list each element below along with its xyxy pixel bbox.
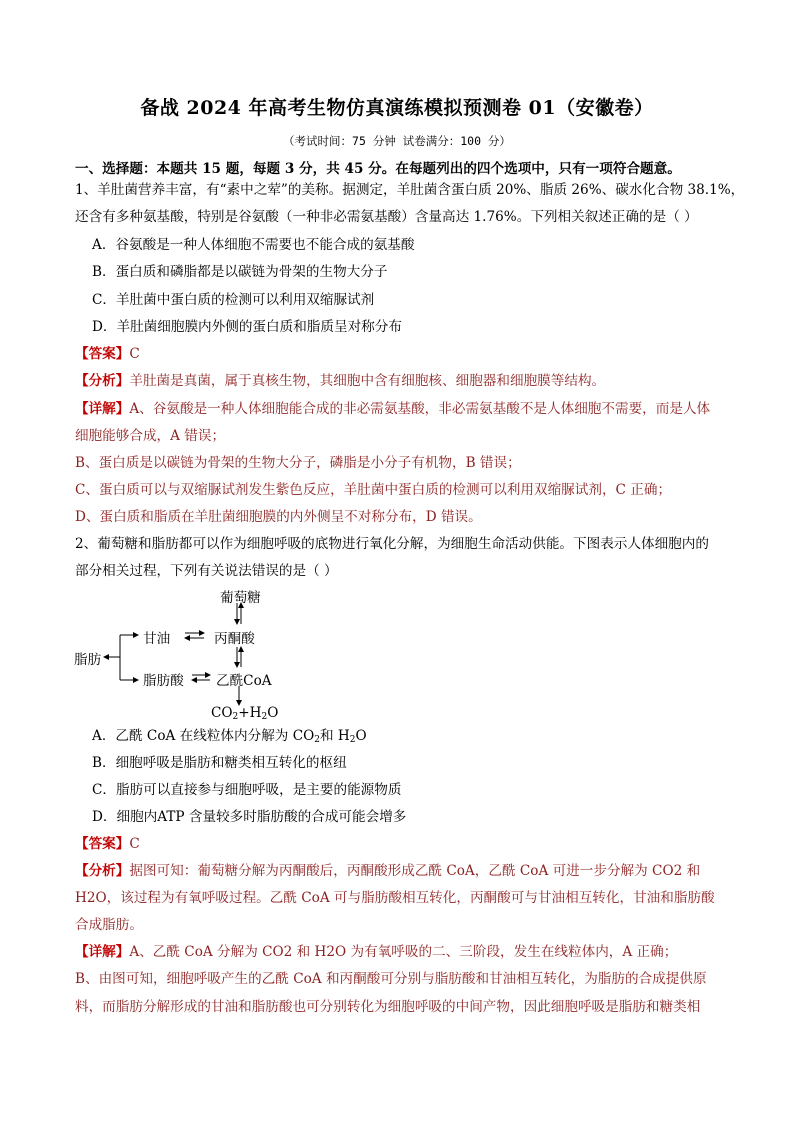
q1-option-b: B．蛋白质和磷脂都是以碳链为骨架的生物大分子 xyxy=(92,264,388,280)
section-intro: 一、选择题：本题共 15 题，每题 3 分，共 45 分。在每题列出的四个选项中，只有一项符合题意。 xyxy=(75,161,681,177)
answer-value: C xyxy=(129,836,140,852)
q2-analysis-line3: 合成脂肪。 xyxy=(75,917,143,933)
q2-detail-a xyxy=(75,943,677,961)
answer-tag: 【答案】 xyxy=(75,836,130,852)
metabolism-diagram xyxy=(70,583,300,723)
q1-detail-b: B、蛋白质是以碳链为骨架的生物大分子，磷脂是小分子有机物，B 错误； xyxy=(75,455,521,471)
q2-stem-line1: 2、葡萄糖和脂肪都可以作为细胞呼吸的底物进行氧化分解，为细胞生命活动供能。下图表示人体细胞内的 xyxy=(75,536,709,552)
q1-detail-line2: 细胞能够合成，A 错误； xyxy=(75,428,226,444)
q2-analysis-line2: H2O，该过程为有氧呼吸过程。乙酰 CoA 可与脂肪酸相互转化，丙酮酸可与甘油相互转化，甘油和脂肪酸 xyxy=(75,890,715,906)
q1-option-d: D．羊肚菌细胞膜内外侧的蛋白质和脂质呈对称分布 xyxy=(92,319,402,335)
q1-analysis xyxy=(75,372,605,390)
analysis-tag: 【分析】 xyxy=(75,373,130,389)
q2-answer xyxy=(75,835,140,853)
q2-option-c: C．脂肪可以直接参与细胞呼吸，是主要的能源物质 xyxy=(92,782,402,798)
detail-text: A、谷氨酸是一种人体细胞能合成的非必需氨基酸，非必需氨基酸不是人体细胞不需要，而是人体 xyxy=(129,401,711,417)
detail-text: A、乙酰 CoA 分解为 CO2 和 H2O 为有氧呼吸的二、三阶段，发生在线粒体内，A 正确； xyxy=(129,944,678,960)
answer-tag: 【答案】 xyxy=(75,346,130,362)
detail-tag: 【详解】 xyxy=(75,401,130,417)
pyruvate-label: 丙酮酸 xyxy=(214,631,255,647)
co2-h2o-label: $CO_2+H_2O$ xyxy=(211,705,279,722)
detail-tag: 【详解】 xyxy=(75,944,130,960)
q1-option-c: C．羊肚菌中蛋白质的检测可以利用双缩脲试剂 xyxy=(92,292,375,308)
q2-option-b: B．细胞呼吸是脂肪和糖类相互转化的枢纽 xyxy=(92,755,347,771)
glucose-label: 葡萄糖 xyxy=(220,590,261,606)
exam-info: （考试时间：75 分钟 试卷满分：100 分） xyxy=(283,134,511,148)
q2-detail-b1: B、由图可知，细胞呼吸产生的乙酰 CoA 和丙酮酸可分别与脂肪酸和甘油相互转化，为脂肪的合成提供原 xyxy=(75,971,707,987)
q1-detail-line1 xyxy=(75,400,710,418)
q2-analysis-line1 xyxy=(75,862,700,880)
q1-detail-d: D、蛋白质和脂质在羊肚菌细胞膜的内外侧呈不对称分布，D 错误。 xyxy=(75,509,482,525)
q2-detail-b2: 料，而脂肪分解形成的甘油和脂肪酸也可分别转化为细胞呼吸的中间产物，因此细胞呼吸是脂肪和糖类相 xyxy=(75,999,701,1015)
glycerol-label: 甘油 xyxy=(143,631,171,647)
q1-stem-line1: 1、羊肚菌营养丰富，有“素中之荤”的美称。据测定，羊肚菌含蛋白质 20%、脂质 26%、碳水化合物 38.1%， xyxy=(75,182,745,198)
page-title: 备战 2024 年高考生物仿真演练模拟预测卷 01（安徽卷） xyxy=(140,97,654,119)
acetyl-coa-label: 乙酰CoA xyxy=(216,673,272,689)
analysis-text: 羊肚菌是真菌，属于真核生物，其细胞中含有细胞核、细胞器和细胞膜等结构。 xyxy=(129,373,606,389)
q1-detail-c: C、蛋白质可以与双缩脲试剂发生紫色反应，羊肚菌中蛋白质的检测可以利用双缩脲试剂，C 正确； xyxy=(75,482,672,498)
fat-label: 脂肪 xyxy=(74,652,102,668)
q2-option-a: A．乙酰 CoA 在线粒体内分解为 $CO_2$和 $H_2O$ xyxy=(92,728,367,745)
answer-value: C xyxy=(129,346,140,362)
q2-option-d: D．细胞内ATP 含量较多时脂肪酸的合成可能会增多 xyxy=(92,809,407,825)
q1-stem-line2: 还含有多种氨基酸，特别是谷氨酸（一种非必需氨基酸）含量高达 1.76%。下列相关叙述正确的是（ ） xyxy=(75,209,698,225)
analysis-text: 据图可知：葡萄糖分解为丙酮酸后，丙酮酸形成乙酰 CoA，乙酰 CoA 可进一步分解为 CO2 和 xyxy=(129,863,701,879)
fatty-acid-label: 脂肪酸 xyxy=(143,673,184,689)
q2-stem-line2: 部分相关过程，下列有关说法错误的是（ ） xyxy=(75,563,338,579)
q1-option-a: A．谷氨酸是一种人体细胞不需要也不能合成的氨基酸 xyxy=(92,237,415,253)
analysis-tag: 【分析】 xyxy=(75,863,130,879)
diagram-arrows xyxy=(70,583,300,723)
q1-answer xyxy=(75,345,140,363)
